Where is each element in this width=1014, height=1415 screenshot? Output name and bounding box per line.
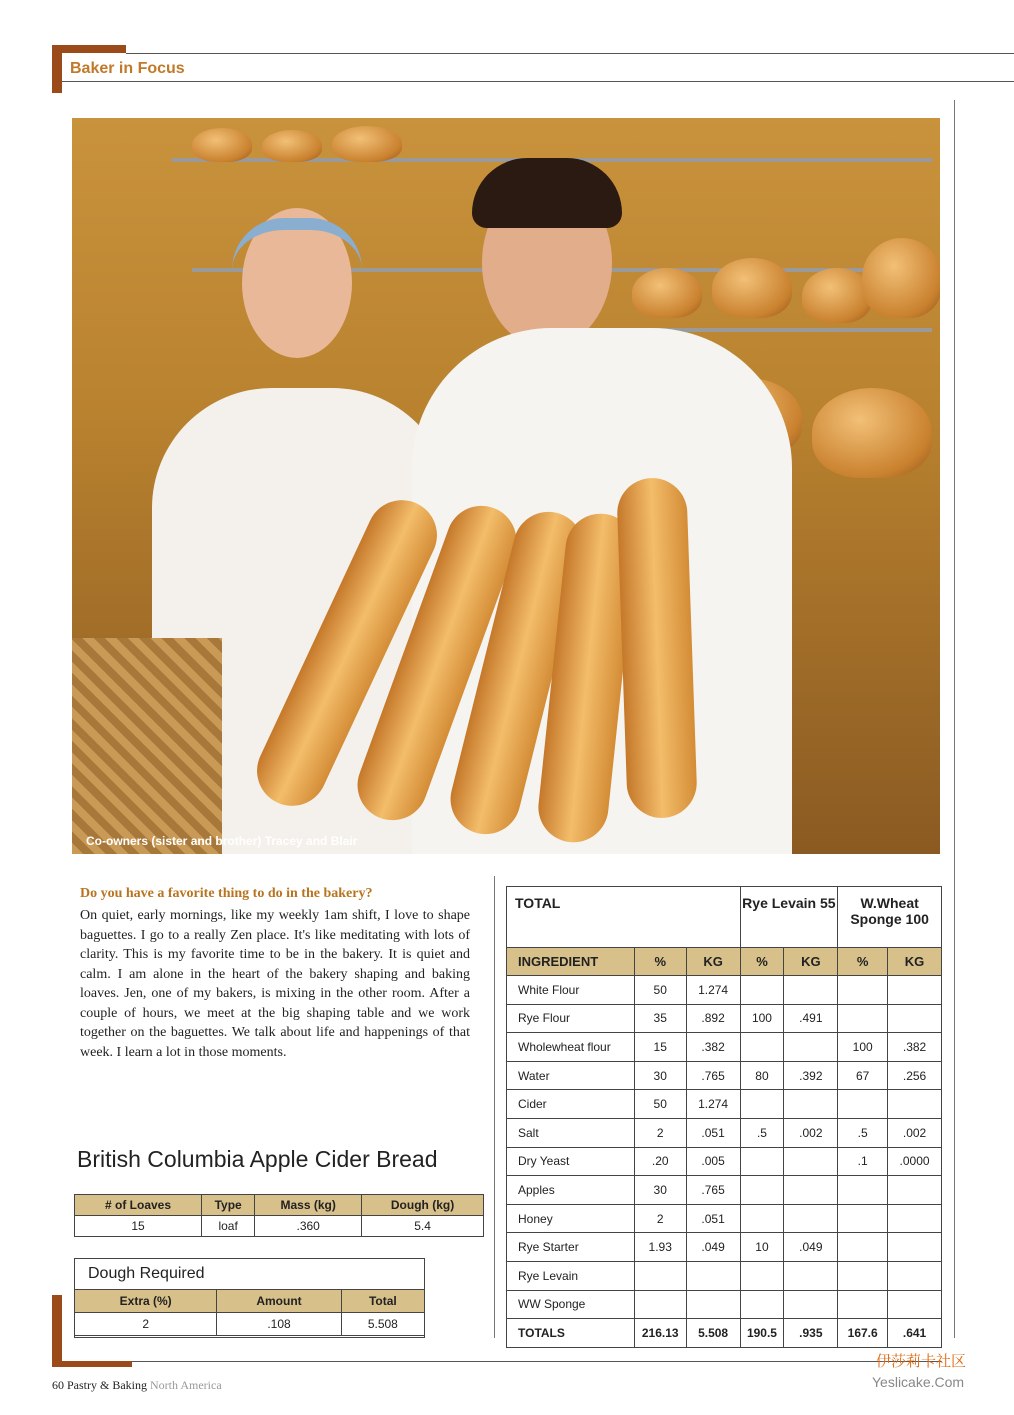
table-cell: .051 bbox=[686, 1118, 740, 1147]
table-cell: Wholewheat flour bbox=[507, 1033, 635, 1062]
table-cell: .049 bbox=[784, 1233, 838, 1262]
table-cell bbox=[888, 976, 942, 1005]
table-cell: .935 bbox=[784, 1319, 838, 1348]
section-label: Baker in Focus bbox=[70, 60, 185, 77]
bread-basket bbox=[72, 638, 222, 854]
table-cell bbox=[740, 1176, 784, 1205]
table-cell bbox=[686, 1261, 740, 1290]
watermark-en: Yeslicake.Com bbox=[872, 1374, 965, 1390]
table-row bbox=[507, 1233, 942, 1262]
column-divider bbox=[494, 876, 495, 1338]
publication-edition: North America bbox=[150, 1378, 222, 1392]
table-cell: Apples bbox=[507, 1176, 635, 1205]
table-row bbox=[507, 1204, 942, 1233]
table-cell: 1.274 bbox=[686, 1090, 740, 1119]
table-row bbox=[507, 1061, 942, 1090]
table-cell bbox=[740, 1204, 784, 1233]
group-ww-label: W.Wheat Sponge 100 bbox=[838, 887, 942, 948]
table-cell bbox=[634, 1290, 686, 1319]
table-cell bbox=[784, 1204, 838, 1233]
table-cell bbox=[888, 1233, 942, 1262]
table-cell: WW Sponge bbox=[507, 1290, 635, 1319]
table-header: KG bbox=[888, 948, 942, 976]
table-cell: Water bbox=[507, 1061, 635, 1090]
ingredient-rows bbox=[507, 976, 942, 1319]
table-cell: 100 bbox=[838, 1033, 888, 1062]
table-cell bbox=[740, 1090, 784, 1119]
table-cell bbox=[838, 1233, 888, 1262]
footer-rule bbox=[132, 1361, 942, 1362]
header-rule bbox=[126, 53, 1014, 54]
table-cell bbox=[888, 1261, 942, 1290]
group-rye-label: Rye Levain 55 bbox=[740, 887, 838, 948]
table-row bbox=[507, 1176, 942, 1205]
bread-loaf bbox=[632, 268, 702, 318]
table-cell: 5.508 bbox=[686, 1319, 740, 1348]
table-cell: 10 bbox=[740, 1233, 784, 1262]
table-cell bbox=[888, 1004, 942, 1033]
table-row bbox=[507, 976, 942, 1005]
table-cell bbox=[740, 1147, 784, 1176]
dough-required-title: Dough Required bbox=[88, 1265, 205, 1282]
table-header: INGREDIENT bbox=[507, 948, 635, 976]
table-cell: 30 bbox=[634, 1061, 686, 1090]
page-number: 60 bbox=[52, 1378, 64, 1392]
table-cell bbox=[784, 1090, 838, 1119]
bread-loaf bbox=[192, 128, 252, 162]
table-cell bbox=[784, 1261, 838, 1290]
table-header: # of Loaves bbox=[75, 1195, 202, 1216]
table-header: % bbox=[634, 948, 686, 976]
table-cell: 1.274 bbox=[686, 976, 740, 1005]
table-cell bbox=[784, 1147, 838, 1176]
loaves-table bbox=[74, 1194, 484, 1237]
header-rule-bottom bbox=[62, 81, 1014, 82]
table-cell: .002 bbox=[784, 1118, 838, 1147]
ingredient-table bbox=[506, 886, 942, 1348]
table-cell bbox=[740, 1261, 784, 1290]
bread-loaf bbox=[812, 388, 932, 478]
table-cell: 35 bbox=[634, 1004, 686, 1033]
table-cell: .5 bbox=[740, 1118, 784, 1147]
table-cell: 67 bbox=[838, 1061, 888, 1090]
table-cell: Dry Yeast bbox=[507, 1147, 635, 1176]
table-cell bbox=[888, 1090, 942, 1119]
table-cell bbox=[740, 976, 784, 1005]
table-cell: 80 bbox=[740, 1061, 784, 1090]
table-cell: .641 bbox=[888, 1319, 942, 1348]
bread-loaf bbox=[862, 238, 940, 318]
table-header: Extra (%) bbox=[75, 1290, 217, 1313]
corner-accent-top bbox=[52, 45, 126, 53]
table-cell bbox=[838, 1004, 888, 1033]
table-cell bbox=[740, 1290, 784, 1319]
table-cell: 5.4 bbox=[362, 1216, 484, 1237]
table-cell: .392 bbox=[784, 1061, 838, 1090]
table-cell: .892 bbox=[686, 1004, 740, 1033]
table-cell: White Flour bbox=[507, 976, 635, 1005]
table-cell: 50 bbox=[634, 1090, 686, 1119]
table-cell: .005 bbox=[686, 1147, 740, 1176]
table-cell bbox=[838, 1176, 888, 1205]
table-row bbox=[75, 1313, 425, 1336]
table-header: KG bbox=[686, 948, 740, 976]
table-cell bbox=[784, 1290, 838, 1319]
table-header: Dough (kg) bbox=[362, 1195, 484, 1216]
photo-caption: Co-owners (sister and brother) Tracey and Blair bbox=[86, 834, 358, 848]
table-cell: Rye Flour bbox=[507, 1004, 635, 1033]
table-cell: Rye Levain bbox=[507, 1261, 635, 1290]
table-header: Amount bbox=[217, 1290, 341, 1313]
table-cell bbox=[838, 1261, 888, 1290]
table-cell: Cider bbox=[507, 1090, 635, 1119]
table-cell: 2 bbox=[634, 1204, 686, 1233]
table-row bbox=[507, 1290, 942, 1319]
group-total-label: TOTAL bbox=[507, 887, 741, 948]
table-cell: 216.13 bbox=[634, 1319, 686, 1348]
table-cell bbox=[838, 1090, 888, 1119]
table-cell bbox=[784, 1176, 838, 1205]
table-cell bbox=[686, 1290, 740, 1319]
table-cell: loaf bbox=[202, 1216, 255, 1237]
table-cell bbox=[888, 1176, 942, 1205]
headband bbox=[232, 218, 362, 270]
table-cell: .382 bbox=[888, 1033, 942, 1062]
dough-required-table bbox=[74, 1289, 425, 1336]
interview-question: Do you have a favorite thing to do in the bakery? bbox=[80, 886, 373, 901]
table-cell: 5.508 bbox=[341, 1313, 424, 1336]
table-header: KG bbox=[784, 948, 838, 976]
table-cell: .0000 bbox=[888, 1147, 942, 1176]
table-cell: Honey bbox=[507, 1204, 635, 1233]
table-row bbox=[507, 1004, 942, 1033]
footer bbox=[52, 1378, 222, 1393]
watermark-cn: 伊莎莉卡社区 bbox=[876, 1353, 967, 1370]
table-cell: .20 bbox=[634, 1147, 686, 1176]
corner-accent-bottom bbox=[52, 1295, 62, 1367]
table-row bbox=[507, 1147, 942, 1176]
table-cell: 1.93 bbox=[634, 1233, 686, 1262]
interview-answer: On quiet, early mornings, like my weekly 1am shift, I love to shape baguettes. I go to a really Zen place. It's like meditating with lots of clarity. This is my favorite time to be in the bakery. It is quiet and calm. I am alone in the heart of the bakery shaping and baking loaves. Jen, one of my bakers, is mixing in the other room. After a couple of hours, we meet at the big shaping table and we work together on the baguettes. We talk about life and happenings of that week. I learn a lot in those moments. bbox=[80, 908, 470, 1060]
bread-loaf bbox=[332, 126, 402, 162]
table-cell: .002 bbox=[888, 1118, 942, 1147]
table-cell: 2 bbox=[75, 1313, 217, 1336]
table-row bbox=[75, 1216, 484, 1237]
table-cell: 190.5 bbox=[740, 1319, 784, 1348]
table-cell bbox=[838, 1204, 888, 1233]
table-cell: 167.6 bbox=[838, 1319, 888, 1348]
table-cell: TOTALS bbox=[507, 1319, 635, 1348]
table-header: Total bbox=[341, 1290, 424, 1313]
table-cell: .108 bbox=[217, 1313, 341, 1336]
table-cell bbox=[838, 1290, 888, 1319]
table-cell: .1 bbox=[838, 1147, 888, 1176]
table-cell: .360 bbox=[255, 1216, 362, 1237]
bread-loaf bbox=[262, 130, 322, 162]
table-cell: .382 bbox=[686, 1033, 740, 1062]
table-cell: 15 bbox=[634, 1033, 686, 1062]
totals-row bbox=[507, 1319, 942, 1348]
table-header: Mass (kg) bbox=[255, 1195, 362, 1216]
recipe-title: British Columbia Apple Cider Bread bbox=[77, 1146, 438, 1172]
table-header: Type bbox=[202, 1195, 255, 1216]
table-header: % bbox=[740, 948, 784, 976]
table-cell bbox=[888, 1290, 942, 1319]
table-cell: .049 bbox=[686, 1233, 740, 1262]
table-cell bbox=[740, 1033, 784, 1062]
table-cell: 30 bbox=[634, 1176, 686, 1205]
table-cell: .051 bbox=[686, 1204, 740, 1233]
table-cell: 15 bbox=[75, 1216, 202, 1237]
table-cell: .765 bbox=[686, 1061, 740, 1090]
table-row bbox=[507, 1090, 942, 1119]
table-row bbox=[507, 1033, 942, 1062]
table-cell: .765 bbox=[686, 1176, 740, 1205]
column-rule bbox=[954, 100, 955, 1338]
table-cell: Rye Starter bbox=[507, 1233, 635, 1262]
baguette bbox=[616, 477, 698, 819]
publication-name: Pastry & Baking bbox=[67, 1378, 147, 1392]
table-row bbox=[507, 1261, 942, 1290]
corner-accent-bottom-h bbox=[52, 1361, 132, 1367]
table-header: % bbox=[838, 948, 888, 976]
table-cell bbox=[634, 1261, 686, 1290]
table-cell bbox=[888, 1204, 942, 1233]
table-cell: .256 bbox=[888, 1061, 942, 1090]
table-cell: .491 bbox=[784, 1004, 838, 1033]
table-cell: .5 bbox=[838, 1118, 888, 1147]
table-cell: 2 bbox=[634, 1118, 686, 1147]
table-row bbox=[507, 1118, 942, 1147]
man-hair bbox=[472, 158, 622, 228]
table-cell: Salt bbox=[507, 1118, 635, 1147]
table-cell bbox=[784, 976, 838, 1005]
table-cell: 100 bbox=[740, 1004, 784, 1033]
table-cell: 50 bbox=[634, 976, 686, 1005]
bread-loaf bbox=[712, 258, 792, 318]
bakers-photo bbox=[72, 118, 940, 854]
table-cell bbox=[838, 976, 888, 1005]
table-cell bbox=[784, 1033, 838, 1062]
